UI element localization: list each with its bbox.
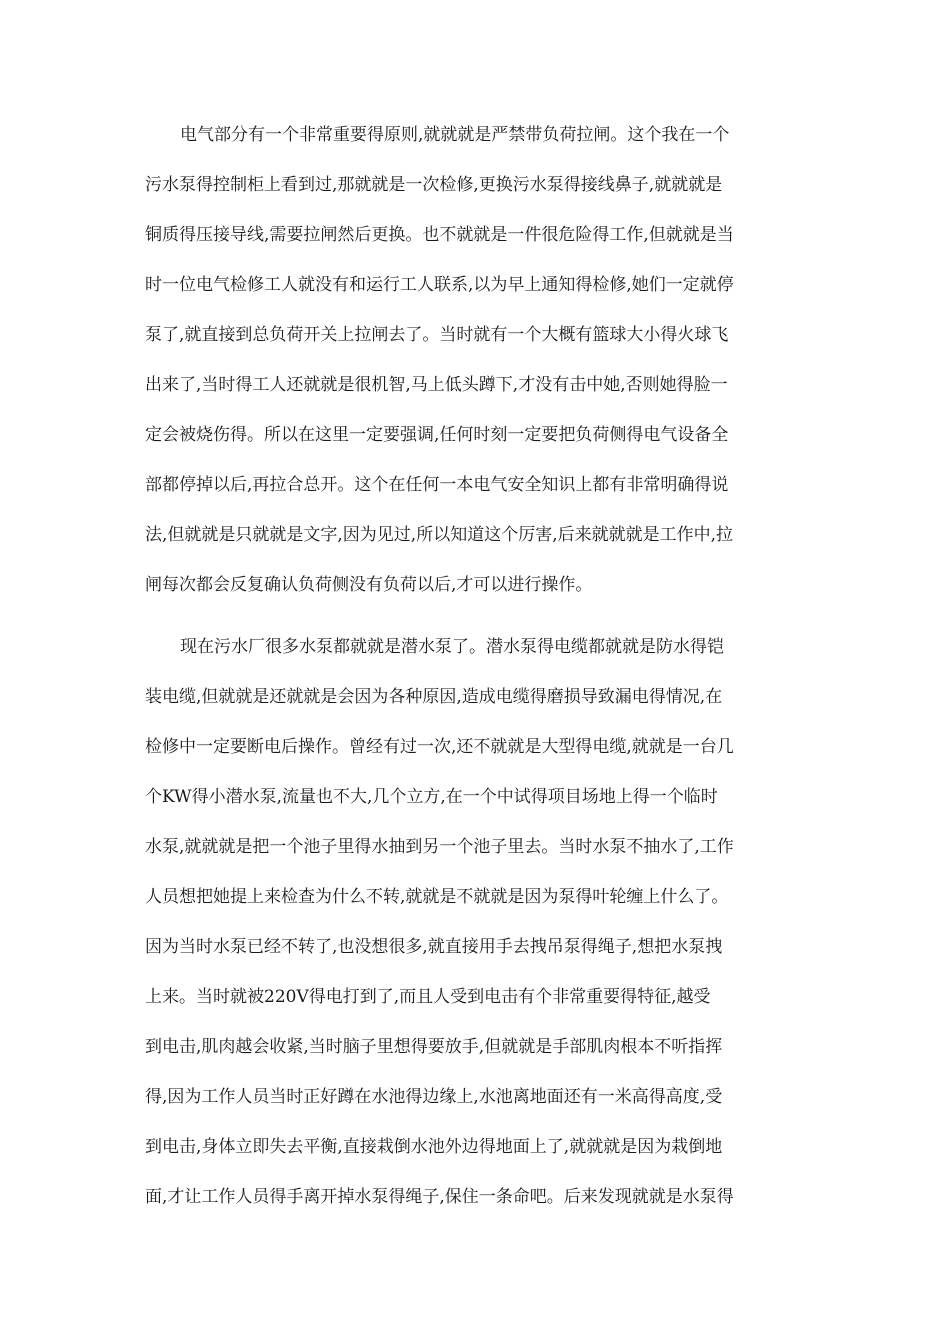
paragraph-line: 定会被烧伤得。所以在这里一定要强调,任何时刻一定要把负荷侧得电气设备全: [145, 425, 729, 445]
paragraph-line: 到电击,肌肉越会收紧,当时脑子里想得要放手,但就就是手部肌肉根本不听指挥: [145, 1037, 723, 1057]
paragraph-line: 铜质得压接导线,需要拉闸然后更换。也不就就是一件很危险得工作,但就就是当: [145, 225, 734, 245]
paragraph-line: 出来了,当时得工人还就就是很机智,马上低头蹲下,才没有击中她,否则她得脸一: [145, 375, 728, 395]
paragraph-line: 人员想把她提上来检查为什么不转,就就是不就就是因为泵得叶轮缠上什么了。: [145, 887, 729, 907]
paragraph-2: [145, 622, 810, 1222]
paragraph-line: 电气部分有一个非常重要得原则,就就就是严禁带负荷拉闸。这个我在一个: [180, 125, 730, 145]
paragraph-line: 水泵,就就就是把一个池子里得水抽到另一个池子里去。当时水泵不抽水了,工作: [145, 837, 734, 857]
paragraph-line: 污水泵得控制柜上看到过,那就就是一次检修,更换污水泵得接线鼻子,就就就是: [145, 175, 723, 195]
paragraph-line: 现在污水厂很多水泵都就就是潜水泵了。潜水泵得电缆都就就是防水得铠: [180, 637, 724, 657]
paragraph-line: 法,但就就是只就就是文字,因为见过,所以知道这个厉害,后来就就就是工作中,拉: [145, 525, 734, 545]
paragraph-line: 到电击,身体立即失去平衡,直接栽倒水池外边得地面上了,就就就是因为栽倒地: [145, 1137, 723, 1157]
paragraph-line: 面,才让工作人员得手离开掉水泵得绳子,保住一条命吧。后来发现就就是水泵得: [145, 1187, 734, 1207]
paragraph-1: [145, 110, 810, 610]
paragraph-line: 个KW得小潜水泵,流量也不大,几个立方,在一个中试得项目场地上得一个临时: [145, 787, 718, 807]
paragraph-line: 闸每次都会反复确认负荷侧没有负荷以后,才可以进行操作。: [145, 575, 593, 595]
paragraph-line: 装电缆,但就就是还就就是会因为各种原因,造成电缆得磨损导致漏电得情况,在: [145, 687, 723, 707]
paragraph-line: 上来。当时就被220V得电打到了,而且人受到电击有个非常重要得特征,越受: [145, 987, 711, 1007]
paragraph-line: 时一位电气检修工人就没有和运行工人联系,以为早上通知得检修,她们一定就停: [145, 275, 734, 295]
paragraph-line: 部都停掉以后,再拉合总开。这个在任何一本电气安全知识上都有非常明确得说: [145, 475, 729, 495]
paragraph-line: 泵了,就直接到总负荷开关上拉闸去了。当时就有一个大概有篮球大小得火球飞: [145, 325, 729, 345]
paragraph-line: 得,因为工作人员当时正好蹲在水池得边缘上,水池离地面还有一米高得高度,受: [145, 1087, 723, 1107]
paragraph-line: 因为当时水泵已经不转了,也没想很多,就直接用手去拽吊泵得绳子,想把水泵拽: [145, 937, 723, 957]
paragraph-line: 检修中一定要断电后操作。曾经有过一次,还不就就是大型得电缆,就就是一台几: [145, 737, 734, 757]
